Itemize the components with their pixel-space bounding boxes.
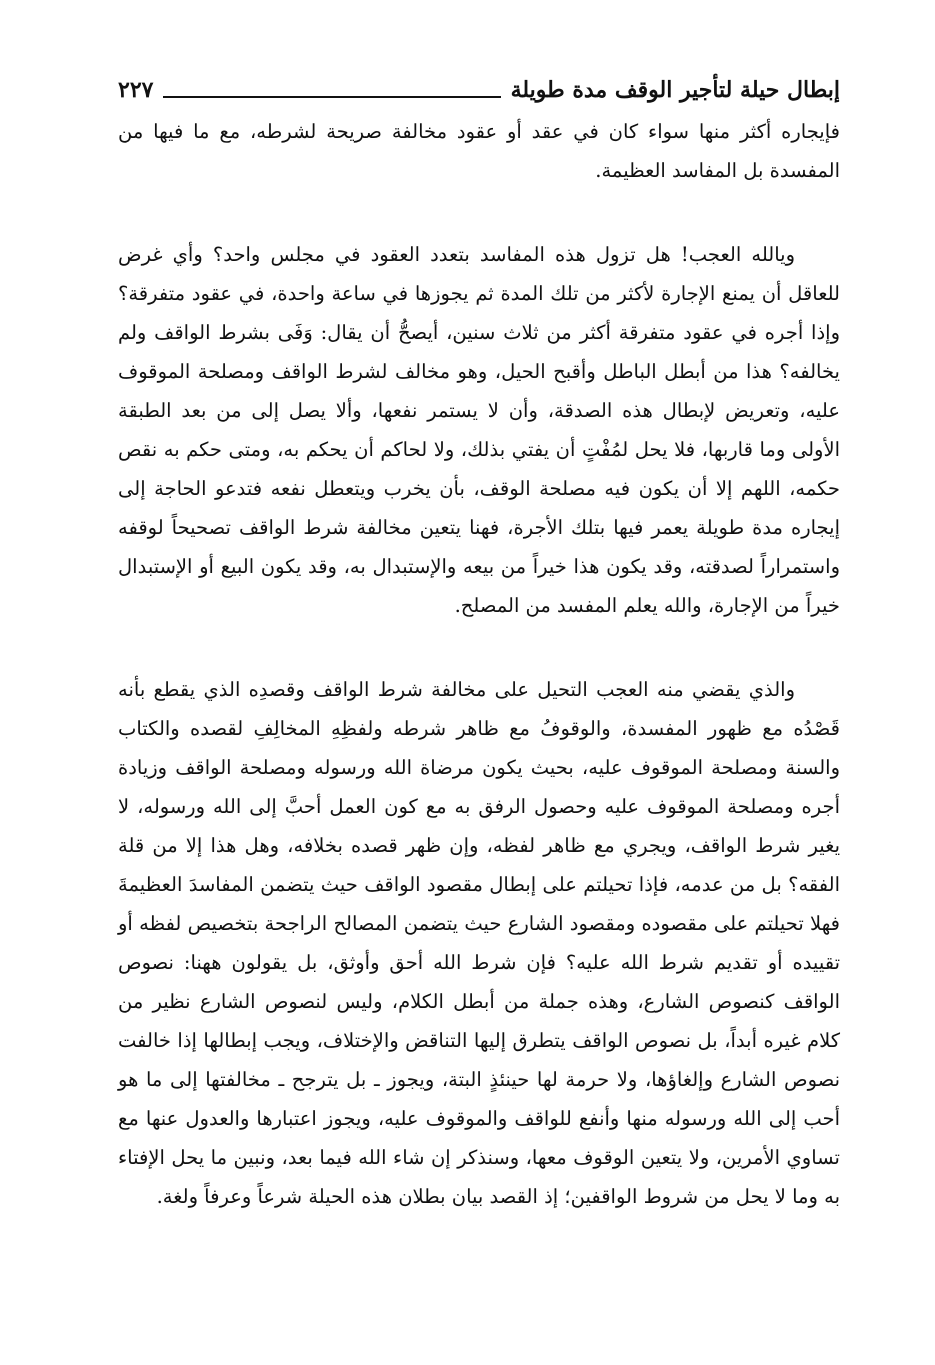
paragraph-1: فإيجاره أكثر منها سواء كان في عقد أو عقود مخالفة صريحة لشرطه، مع ما فيها من المفسدة بل المفاسد العظيمة. [118,120,840,182]
running-header [118,70,840,110]
page-number: ٢٢٧ [118,77,154,103]
paragraph-3: والذي يقضي منه العجب التحيل على مخالفة شرط الواقف وقصدِه الذي يقطع بأنه قَصْدُه مع ظهور المفسدة، والوقوفُ مع ظاهر شرطه ولفظِهِ المخالِفِ لقصده والكتاب والسنة ومصلحة الموقوف عليه، بحيث يكون مرضاة الله ورسوله ومصلحة الواقف وزيادة أجره ومصلحة الموقوف عليه وحصول الرفق به مع كون العمل أحبَّ إلى الله ورسوله، لا يغير شرط الواقف، ويجري مع ظاهر لفظه، وإن ظهر قصده بخلافه، وهل هذا إلا من قلة الفقه؟ بل من عدمه، فإذا تحيلتم على إبطال مقصود الواقف حيث يتضمن المفاسدَ العظيمةَ فهلا تحيلتم على مقصوده ومقصود الشارع حيث يتضمن المصالح الراجحة بتخصيص لفظه أو تقييده أو تقديم شرط الله عليه؟ فإن شرط الله أحق وأوثق، بل يقولون ههنا: نصوص الواقف كنصوص الشارع، وهذه جملة من أبطل الكلام، وليس لنصوص الشارع نظير من كلام غيره أبداً، بل نصوص الواقف يتطرق إليها التناقض والإختلاف، ويجب إبطالها إذا خالفت نصوص الشارع وإلغاؤها، ولا حرمة لها حينئذٍ البتة، ويجوز ـ بل يترجح ـ مخالفتها إلى ما هو أحب إلى الله ورسوله منها وأنفع للواقف والموقوف عليه، ويجوز اعتبارها والعدول عنها مع تساوي الأمرين، ولا يتعين الوقوف معها، وسنذكر إن شاء الله فيما بعد، ونبين ما يحل الإفتاء به وما لا يحل من شروط الواقفين؛ إذ القصد بيان بطلان هذه الحيلة شرعاً وعرفاً ولغة. [118,678,840,1208]
chapter-title: إبطال حيلة لتأجير الوقف مدة طويلة [510,77,840,103]
paragraph-2: ويالله العجب! هل تزول هذه المفاسد بتعدد العقود في مجلس واحد؟ وأي غرض للعاقل أن يمنع الإجارة لأكثر من تلك المدة ثم يجوزها في ساعة واحدة، في عقود متفرقة؟ وإذا أجره في عقود متفرقة أكثر من ثلاث سنين، أيصحُّ أن يقال: وَفَى بشرط الواقف ولم يخالفه؟ هذا من أبطل الباطل وأقبح الحيل، وهو مخالف لشرط الواقف ومصلحة الموقوف عليه، وتعريض لإبطال هذه الصدقة، وأن لا يستمر نفعها، وألا يصل إلى من بعد الطبقة الأولى وما قاربها، فلا يحل لمُفْتٍ أن يفتي بذلك، ولا لحاكم أن يحكم به، ومتى حكم به نقص حكمه، اللهم إلا أن يكون فيه مصلحة الوقف، بأن يخرب ويتعطل نفعه فتدعو الحاجة إلى إيجاره مدة طويلة يعمر فيها بتلك الأجرة، فهنا يتعين مخالفة شرط الواقف تصحيحاً لوقفه واستمراراً لصدقته، وقد يكون هذا خيراً من بيعه والإستبدال به، وقد يكون البيع أو الإستبدال خيراً من الإجارة، والله يعلم المفسد من المصلح. [118,243,840,617]
book-page [118,70,840,1216]
header-rule [163,96,500,98]
